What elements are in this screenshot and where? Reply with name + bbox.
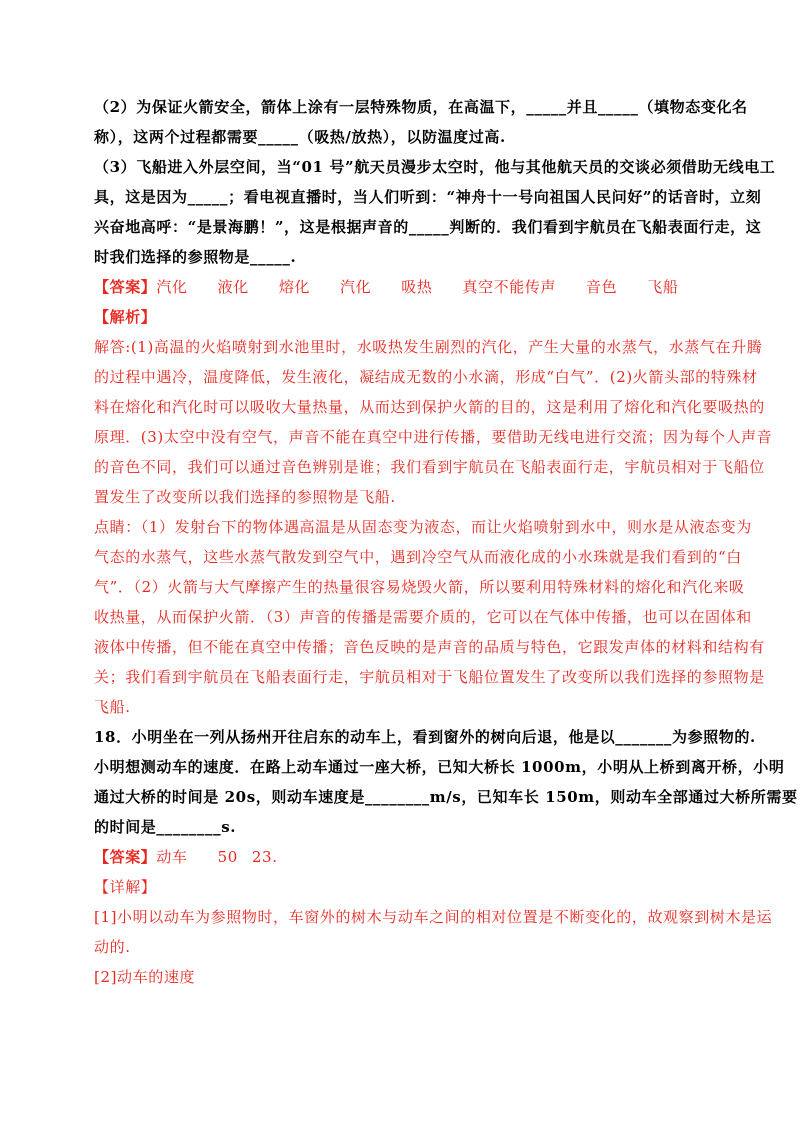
comment-line-4: 收热量，从而保护火箭．（3）声音的传播是需要介质的，它可以在气体中传播，也可以在固体和 <box>94 608 752 626</box>
q17-part2-line-2: 称），这两个过程都需要_____（吸热/放热），以防温度过高. <box>94 128 506 146</box>
detail-line-3: [2]动车的速度 <box>94 968 196 986</box>
answer-item: 23. <box>251 848 278 866</box>
answer-tag: 【答案】 <box>94 848 157 866</box>
detail-tag: 【详解】 <box>94 878 157 896</box>
detail-line-2: 动的. <box>94 938 131 956</box>
q18-line-3: 通过大桥的时间是 20s，则动车速度是________m/s，已知车长 150m，则动车全部通过大桥所需要 <box>94 788 798 806</box>
answer-item: 飞船 <box>647 278 679 296</box>
q17-part3-line-4: 时我们选择的参照物是_____. <box>94 248 297 266</box>
answer-item: 吸热 <box>401 278 433 296</box>
answer-item: 汽化 <box>156 278 188 296</box>
q18-answer-row <box>94 842 708 872</box>
answer-item: 液化 <box>217 278 249 296</box>
analysis-line-3: 料在熔化和汽化时可以吸收大量热量，从而达到保护火箭的目的，这是利用了熔化和汽化要吸热的 <box>94 398 765 416</box>
detail-line-1: [1]小明以动车为参照物时，车窗外的树木与动车之间的相对位置是不断变化的，故观察到树木是运 <box>94 908 773 926</box>
comment-line-2: 气态的水蒸气，这些水蒸气散发到空气中，遇到冷空气从而液化成的小水珠就是我们看到的“白 <box>94 548 742 566</box>
comment-line-7: 飞船. <box>94 698 131 716</box>
comment-line-3: 气”．（2）火箭与大气摩擦产生的热量很容易烧毁火箭，所以要利用特殊材料的熔化和汽化来吸 <box>94 578 745 596</box>
analysis-line-2: 的过程中遇冷，温度降低，发生液化，凝结成无数的小水滴，形成“白气”．(2)火箭头部的特殊材 <box>94 368 758 386</box>
answer-item: 汽化 <box>340 278 372 296</box>
answer-item: 音色 <box>586 278 618 296</box>
comment-line-1: 点睛：（1）发射台下的物体遇高温是从固态变为液态，而让火焰喷射到水中，则水是从液态变为 <box>94 518 752 536</box>
answer-item: 真空不能传声 <box>462 278 557 296</box>
comment-line-6: 关；我们看到宇航员在飞船表面行走，宇航员相对于飞船位置发生了改变所以我们选择的参照物是 <box>94 668 765 686</box>
q17-part3-line-3: 兴奋地高呼：“是景海鹏！”，这是根据声音的_____判断的．我们看到宇航员在飞船表面行走，这 <box>94 218 762 236</box>
q18-line-2: 小明想测动车的速度．在路上动车通过一座大桥，已知大桥长 1000m，小明从上桥到离开桥，小明 <box>94 758 785 776</box>
q17-part3-line-1: （3）飞船进入外层空间，当“01 号”航天员漫步太空时，他与其他航天员的交谈必须借助无线电工 <box>94 158 776 176</box>
analysis-line-4: 原理．(3)太空中没有空气，声音不能在真空中进行传播，要借助无线电进行交流；因为每个人声音 <box>94 428 773 446</box>
comment-line-5: 液体中传播，但不能在真空中传播；音色反映的是声音的品质与特色，它跟发声体的材料和结构有 <box>94 638 765 656</box>
answer-item: 50 <box>217 848 238 866</box>
q17-part2-line-1: （2）为保证火箭安全，箭体上涂有一层特殊物质，在高温下，_____并且_____（填物态变化名 <box>94 98 748 116</box>
analysis-tag: 【解析】 <box>94 308 157 326</box>
answer-item: 动车 <box>156 848 188 866</box>
q18-line-4: 的时间是________s. <box>94 818 237 836</box>
q18-line-1: 18．小明坐在一列从扬州开往启东的动车上，看到窗外的树向后退，他是以_______为参照物的. <box>94 728 756 746</box>
q17-answer-row <box>94 272 708 302</box>
analysis-line-5: 的音色不同，我们可以通过音色辨别是谁；我们看到宇航员在飞船表面行走，宇航员相对于飞船位 <box>94 458 765 476</box>
q17-part3-line-2: 具，这是因为_____；看电视直播时，当人们听到：“神舟十一号向祖国人民问好”的话音时，立刻 <box>94 188 762 206</box>
answer-tag: 【答案】 <box>94 278 157 296</box>
answer-item: 熔化 <box>278 278 311 296</box>
analysis-line-1: 解答:(1)高温的火焰喷射到水池里时，水吸热发生剧烈的汽化，产生大量的水蒸气，水蒸气在升腾 <box>94 338 763 356</box>
analysis-line-6: 置发生了改变所以我们选择的参照物是飞船. <box>94 488 396 506</box>
